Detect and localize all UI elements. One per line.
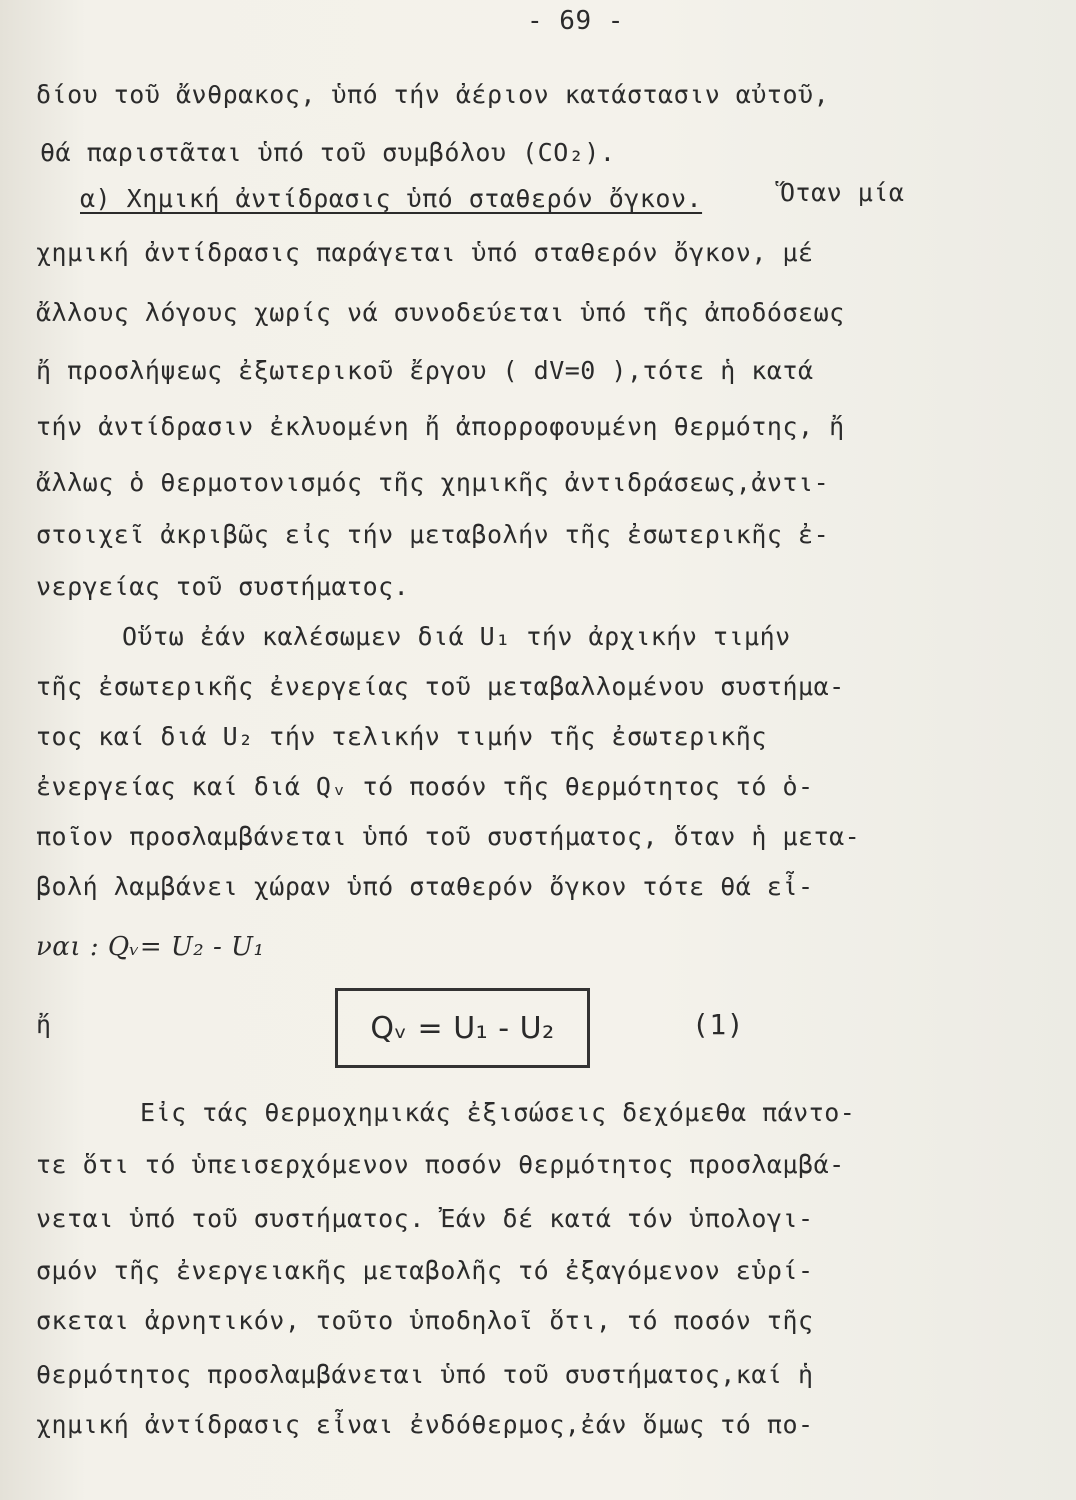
section-heading: α) Χημική ἀντίδρασις ὑπό σταθερόν ὄγκον. [80,184,703,213]
text-line: βολή λαμβάνει χώραν ὑπό σταθερόν ὄγκον τότε θά εἶ- [36,872,814,901]
text-line: τος καί διά U₂ τήν τελικήν τιμήν τῆς ἐσωτερικῆς [36,722,767,751]
page-number: - 69 - [527,6,624,36]
text-line: νεργείας τοῦ συστήματος. [36,572,410,601]
text-line: χημική ἀντίδρασις παράγεται ὑπό σταθερόν ὄγκον, μέ [36,238,814,267]
text-line: ἤ [36,1010,52,1039]
text-line: τε ὅτι τό ὑπεισερχόμενον ποσόν θερμότητος προσλαμβά- [36,1150,845,1179]
text-line: σμόν τῆς ἐνεργειακῆς μεταβολῆς τό ἐξαγόμενον εὑρί- [36,1256,814,1285]
text-line: Εἰς τάς θερμοχημικάς ἐξισώσεις δεχόμεθα πάντο- [140,1098,856,1127]
text-line: στοιχεῖ ἀκριβῶς εἰς τήν μεταβολήν τῆς ἐσωτερικῆς ἐ- [36,520,830,549]
equation-number: (1) [692,1008,745,1041]
text-line: Ὅταν μία [780,178,905,207]
text-line: ἐνεργείας καί διά Qᵥ τό ποσόν τῆς θερμότητος τό ὁ- [36,772,814,801]
equation-qv: ναι : Qᵥ= U₂ - U₁ [36,932,265,962]
text-line: τῆς ἐσωτερικῆς ἐνεργείας τοῦ μεταβαλλομένου συστήμα- [36,672,845,701]
text-line: ἄλλους λόγους χωρίς νά συνοδεύεται ὑπό τῆς ἀποδόσεως [36,298,845,327]
text-line: ἤ προσλήψεως ἐξωτερικοῦ ἔργου ( dV=0 ),τότε ἡ κατά [36,356,814,385]
text-line: σκεται ἀρνητικόν, τοῦτο ὑποδηλοῖ ὅτι, τό ποσόν τῆς [36,1306,814,1335]
text-line: χημική ἀντίδρασις εἶναι ἐνδόθερμος,ἐάν ὅμως τό πο- [36,1410,814,1439]
text-line: ἄλλως ὁ θερμοτονισμός τῆς χημικῆς ἀντιδράσεως,ἀντι- [36,468,830,497]
text-line: Οὕτω ἐάν καλέσωμεν διά U₁ τήν ἀρχικήν τιμήν [122,622,791,651]
text-line: θερμότητος προσλαμβάνεται ὑπό τοῦ συστήματος,καί ἡ [36,1360,814,1389]
boxed-formula-text: Qᵥ = U₁ - U₂ [370,1010,555,1046]
text-line: νεται ὑπό τοῦ συστήματος. Ἐάν δέ κατά τόν ὑπολογι- [36,1204,814,1233]
text-line: θά παριστᾶται ὑπό τοῦ συμβόλου (CO₂). [40,138,616,167]
text-line: ποῖον προσλαμβάνεται ὑπό τοῦ συστήματος, ὅταν ἡ μετα- [36,822,861,851]
text-line: τήν ἀντίδρασιν ἐκλυομένη ἤ ἀπορροφουμένη θερμότης, ἤ [36,412,845,441]
boxed-formula [335,988,590,1068]
text-line: δίου τοῦ ἄνθρακος, ὑπό τήν ἀέριον κατάστασιν αὐτοῦ, [36,80,830,109]
